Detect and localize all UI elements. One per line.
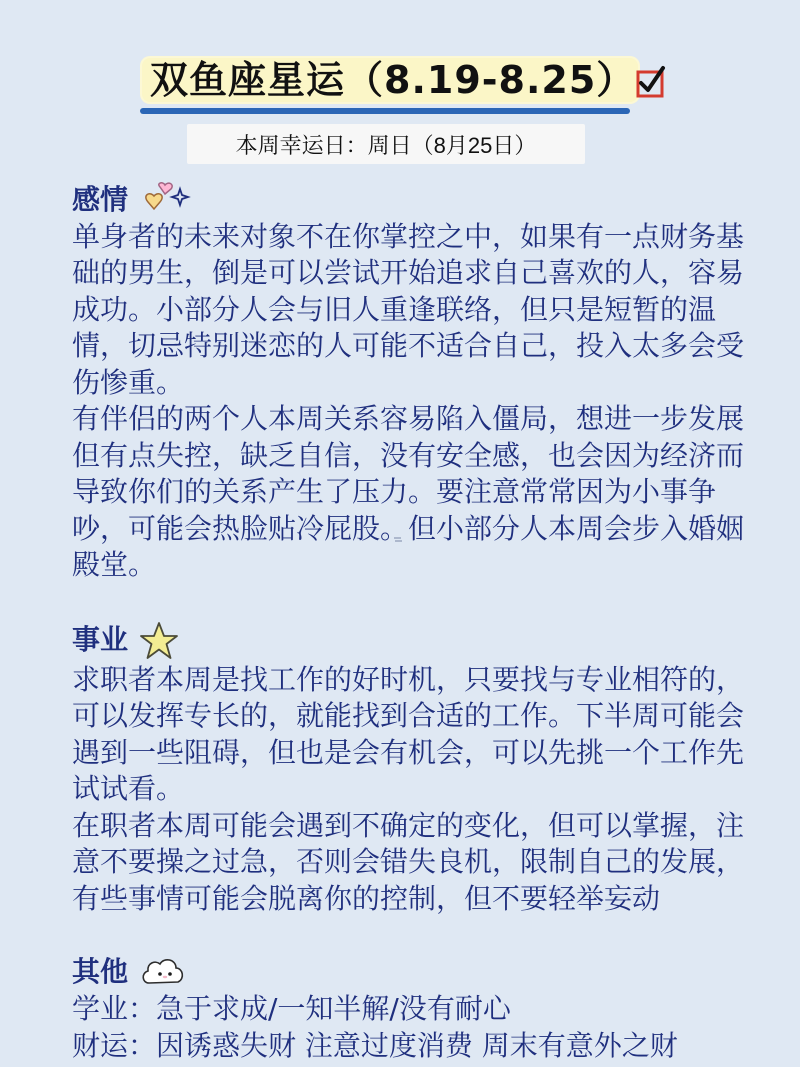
love-section-body	[72, 219, 762, 584]
career-section-body	[72, 662, 762, 918]
career-paragraph-2: 在职者本周可能会遇到不确定的变化，但可以掌握，注意不要操之过急，否则会错失良机，限制自己的发展，有些事情可能会脱离你的控制，但不要轻举妄动	[72, 808, 745, 915]
hearts-sparkle-icon	[138, 182, 194, 218]
other-section-title	[72, 953, 762, 991]
love-section-title	[72, 182, 762, 219]
love-title: 感情	[72, 183, 129, 216]
other-title: 其他	[72, 954, 129, 988]
wealth-line: 财运：因诱惑失财 注意过度消费 周末有意外之财	[72, 1028, 678, 1062]
career-section-title	[72, 620, 762, 662]
section-spacer	[72, 917, 762, 953]
other-section	[72, 953, 762, 1064]
cursor-mark-icon	[393, 536, 403, 544]
career-paragraph-1: 求职者本周是找工作的好时机，只要找与专业相符的，可以发挥专长的，就能找到合适的工作。下半周可能会遇到一些阻碍，但也是会有机会，可以先挑一个工作先试试看。	[72, 662, 745, 805]
header	[0, 50, 800, 120]
love-paragraph-1: 单身者的未来对象不在你掌控之中，如果有一点财务基础的男生，倒是可以尝试开始追求自己喜欢的人，容易成功。小部分人会与旧人重逢联络，但只是短暂的温情，切忌特别迷恋的人可能不适合自己，投入太多会受伤惨重。	[72, 219, 745, 399]
lucky-day-label: 本周幸运日：周日（8月25日）	[187, 124, 585, 164]
horoscope-content	[72, 182, 762, 1064]
love-paragraph-2: 有伴侣的两个人本周关系容易陷入僵局，想进一步发展但有点失控，缺乏自信，没有安全感，也会因为经济而导致你们的关系产生了压力。要注意常常因为小事争吵，可能会热脸贴冷屁股。但小部分人本周会步入婚姻殿堂。	[72, 402, 745, 581]
star-icon	[138, 620, 180, 662]
career-section	[72, 620, 762, 918]
title-underline	[140, 108, 630, 114]
section-spacer	[72, 584, 762, 620]
checkbox-check-icon	[632, 62, 670, 100]
page-title: 双鱼座星运（8.19-8.25）	[150, 58, 636, 102]
other-section-body	[72, 991, 762, 1064]
career-title: 事业	[72, 623, 129, 657]
love-section	[72, 182, 762, 584]
study-line: 学业：急于求成/一知半解/没有耐心	[72, 992, 511, 1025]
cloud-icon	[138, 953, 188, 991]
